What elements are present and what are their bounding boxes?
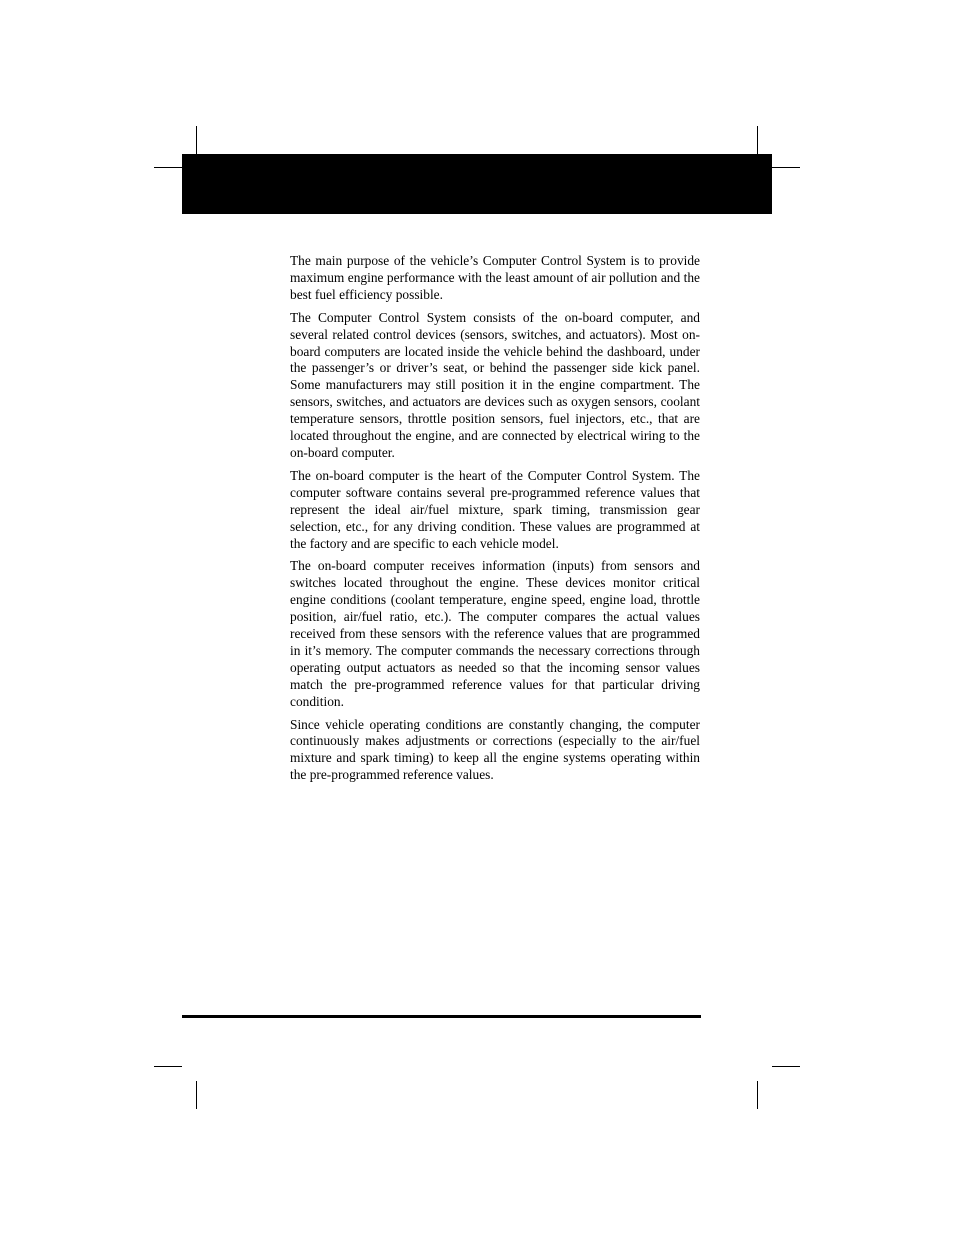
paragraph-purpose: The main purpose of the vehicle’s Computer Control System is to provide maximum engine performance with the least amount of air pollution and the best fuel efficiency possible. [290, 253, 700, 302]
footer-rule [182, 1015, 701, 1018]
crop-mark-top-right-vertical [757, 126, 758, 154]
paragraph-inputs: The on-board computer receives information (inputs) from sensors and switches located throughout the engine. These devices monitor critical engine conditions (coolant temperature, engine speed, engine load, throttle position, air/fuel ratio, etc.). The computer compares the actual values received from these sensors with the reference values that are programmed in it’s memory. The computer commands the necessary corrections through operating output actuators as needed so that the incoming sensor values match the pre-programmed reference values for that particular driving condition. [290, 558, 700, 709]
crop-mark-bottom-right-horizontal [772, 1066, 800, 1067]
header-band [182, 154, 772, 214]
body-text [290, 253, 700, 790]
crop-mark-bottom-left-vertical [196, 1081, 197, 1109]
crop-mark-top-left-vertical [196, 126, 197, 154]
paragraph-adjustments: Since vehicle operating conditions are constantly changing, the computer continuously makes adjustments or corrections (especially to the air/fuel mixture and spark timing) to keep all the engine systems operating within the pre-programmed reference values. [290, 716, 700, 783]
paragraph-components: The Computer Control System consists of the on-board computer, and several related control devices (sensors, switches, and actuators). Most on-board computers are located inside the vehicle behind the dashboard, under the passenger’s or driver’s seat, or behind the passenger side kick panel. Some manufacturers may still position it in the engine compartment. The sensors, switches, and actuators are devices such as oxygen sensors, coolant temperature sensors, throttle position sensors, fuel injectors, etc., that are located throughout the engine, and are connected by electrical wiring to the on-board computer. [290, 309, 700, 460]
crop-mark-top-left-horizontal [154, 167, 182, 168]
crop-mark-bottom-left-horizontal [154, 1066, 182, 1067]
paragraph-onboard-computer: The on-board computer is the heart of the Computer Control System. The computer software contains several pre-programmed reference values that represent the ideal air/fuel mixture, spark timing, transmission gear selection, etc., for any driving condition. These values are programmed at the factory and are specific to each vehicle model. [290, 467, 700, 551]
crop-mark-bottom-right-vertical [757, 1081, 758, 1109]
crop-mark-top-right-horizontal [772, 167, 800, 168]
